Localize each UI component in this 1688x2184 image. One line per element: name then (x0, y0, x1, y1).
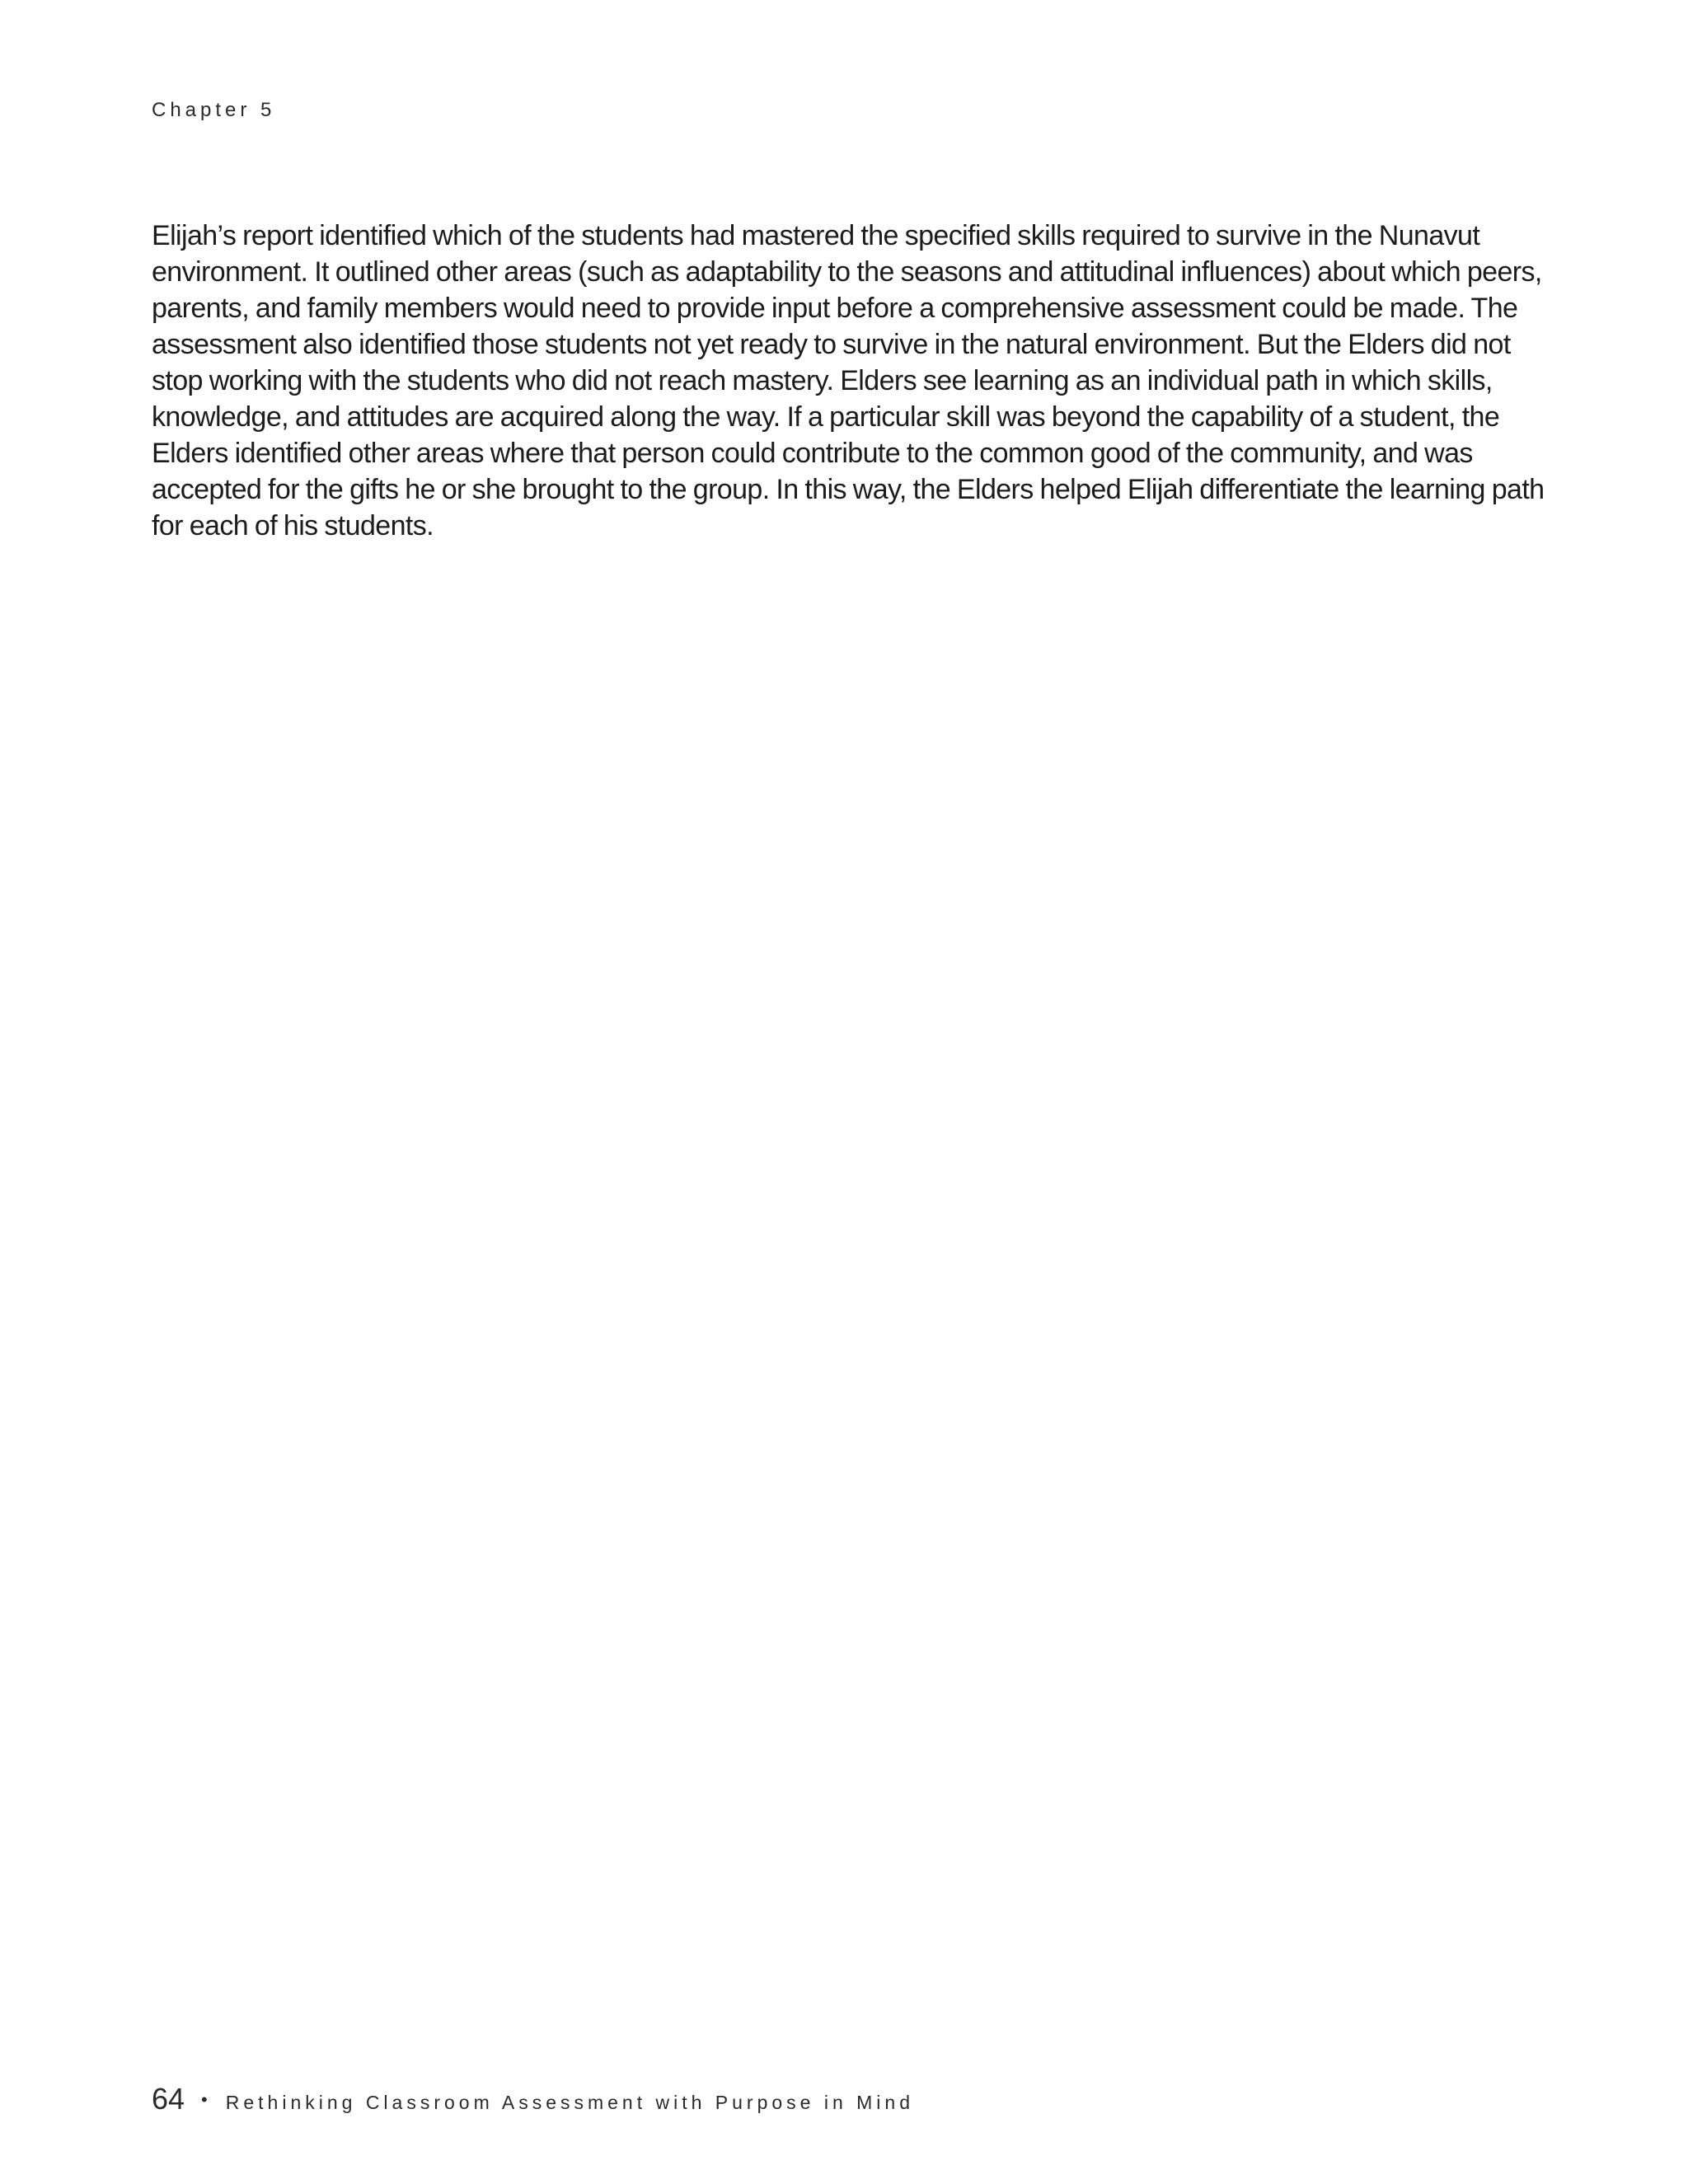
footer-bullet-separator: • (201, 2089, 208, 2110)
chapter-label: Chapter 5 (152, 99, 276, 121)
page-footer (152, 2082, 914, 2116)
page-number: 64 (152, 2082, 185, 2116)
book-title: Rethinking Classroom Assessment with Purpose in Mind (225, 2092, 914, 2113)
body-paragraph: Elijah’s report identified which of the students had mastered the specified skills required to survive in the Nunavut environment. It outlined other areas (such as adaptability to the seasons and attitudinal influences) about which peers, parents, and family members would need to provide input before a comprehensive assessment could be made. The assessment also identified those students not yet ready to survive in the natural environment. But the Elders did not stop working with the students who did not reach mastery. Elders see learning as an individual path in which skills, knowledge, and attitudes are acquired along the way. If a particular skill was beyond the capability of a student, the Elders identified other areas where that person could contribute to the common good of the community, and was accepted for the gifts he or she brought to the group. In this way, the Elders helped Elijah differentiate the learning path for each of his students. (152, 220, 1545, 541)
